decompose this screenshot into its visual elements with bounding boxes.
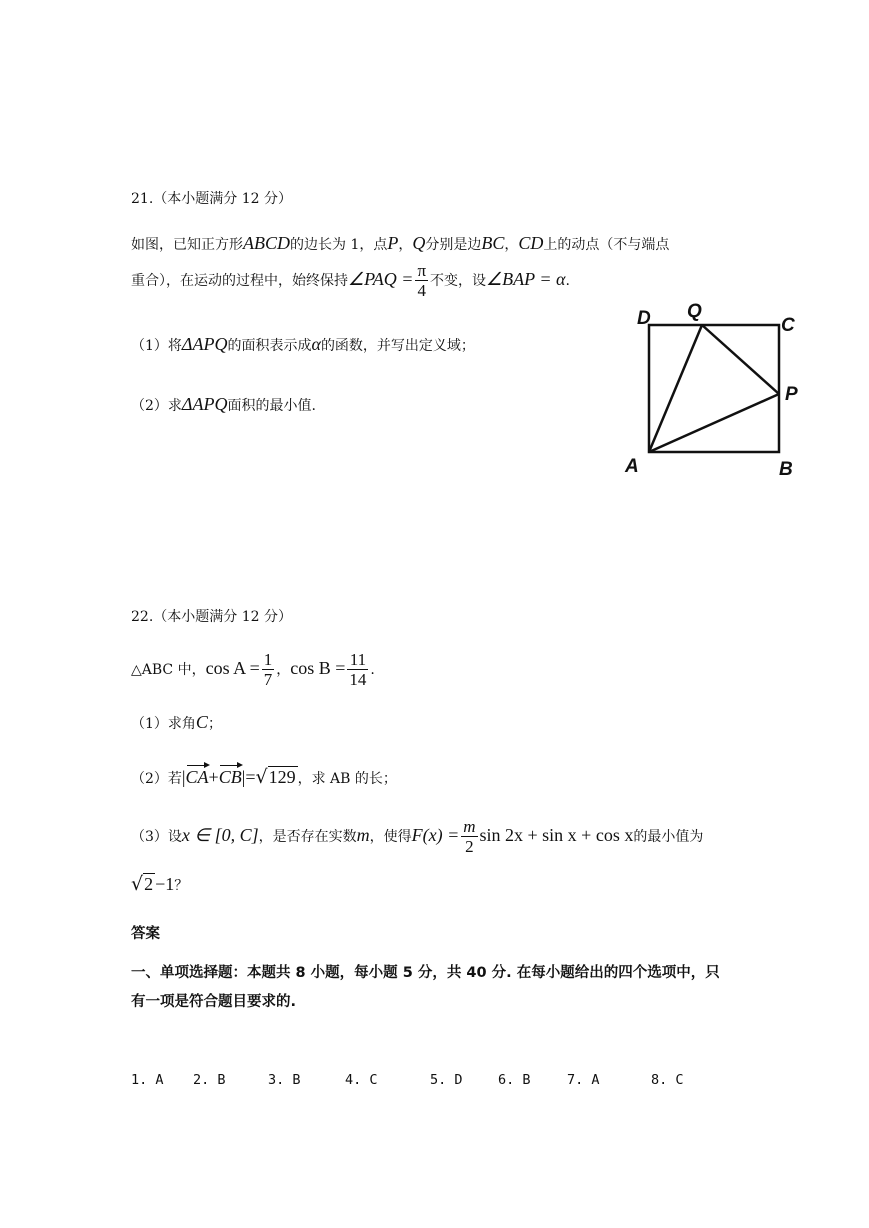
math-alpha: α: [311, 334, 321, 354]
text: .: [370, 662, 375, 679]
q22-part3-cont: [131, 873, 188, 894]
q22-given: [131, 651, 375, 689]
math-angle-bap: ∠BAP = α: [486, 269, 566, 290]
text: 重合），在运动的过程中，始终保持: [131, 273, 348, 290]
fraction-m-2: [461, 818, 477, 856]
answer-4: 4. C: [345, 1072, 378, 1088]
text: 不变，设: [430, 273, 487, 290]
q21-header: 21.（本小题满分 12 分）: [131, 191, 292, 207]
math-m: m: [356, 825, 370, 846]
text: ，: [504, 237, 519, 253]
text: ，求 AB 的长；: [297, 771, 397, 787]
numerator: π: [417, 261, 427, 280]
text: 如图，已知正方形: [131, 237, 243, 253]
square-figure: [615, 298, 815, 483]
sqrt-2: 2: [144, 874, 154, 894]
text: （2）求: [131, 398, 182, 414]
text: 的最小值为: [633, 829, 704, 846]
answer-7: 7. A: [567, 1072, 600, 1088]
denominator: 4: [415, 280, 428, 301]
segment-qp: [702, 325, 779, 394]
text: ？: [174, 878, 189, 894]
text: （1）将: [131, 338, 182, 354]
math-q: Q: [412, 233, 426, 253]
math-fx: F(x) =: [411, 825, 460, 846]
text: 的函数，并写出定义域；: [320, 338, 475, 354]
text: ，是否存在实数: [258, 829, 357, 846]
answer-5: 5. D: [430, 1072, 463, 1088]
math-minus-1: −1: [155, 874, 175, 894]
answers-section-line1: 一、单项选择题：本题共 8 小题，每小题 5 分，共 40 分. 在每小题给出的四个选项中，只: [131, 965, 720, 981]
fraction-1-7: [262, 651, 275, 689]
numerator: 11: [349, 650, 367, 669]
text: ，: [276, 662, 291, 679]
numerator: 1: [263, 650, 273, 669]
math-x-domain: x ∈ [0, C]: [181, 825, 259, 846]
denominator: 7: [263, 669, 273, 689]
vector-ca: CA: [185, 767, 209, 787]
denominator: 14: [349, 669, 367, 689]
sqrt-icon: √: [255, 766, 268, 788]
label-q: Q: [687, 301, 702, 322]
answer-6: 6. B: [498, 1072, 531, 1088]
square-abcd: [649, 325, 779, 452]
abs-bar: |: [181, 767, 186, 787]
q22-part3: [131, 818, 703, 856]
math-bc: BC: [481, 233, 505, 253]
answers-section-line2: 有一项是符合题目要求的.: [131, 994, 297, 1010]
fraction-11-14: [347, 651, 368, 689]
abs-bar-equals: |=: [241, 767, 256, 787]
label-p: P: [785, 384, 798, 405]
text: ，使得: [369, 829, 412, 846]
label-d: D: [637, 308, 651, 329]
text: .: [565, 273, 570, 290]
math-triangle-apq: ΔAPQ: [181, 394, 228, 414]
label-c: C: [781, 315, 795, 336]
text: ；: [207, 716, 222, 732]
vector-cb: CB: [218, 767, 242, 787]
text: （3）设: [131, 829, 182, 846]
text: 的边长为 1，点: [290, 237, 388, 253]
answer-1: 1. A: [131, 1072, 164, 1088]
text: （2）若: [131, 771, 182, 787]
q22-part2: [131, 766, 397, 787]
math-p: P: [387, 233, 399, 253]
q21-line1: [131, 234, 669, 252]
math-cos-b: cos B =: [290, 658, 346, 679]
q22-part1: [131, 713, 222, 731]
text: 面积的最小值.: [227, 398, 316, 414]
plus: +: [208, 767, 219, 787]
math-cd: CD: [518, 233, 544, 253]
answers-title: 答案: [131, 926, 160, 942]
q21-part2: [131, 395, 316, 413]
math-rhs: sin 2x + sin x + cos x: [479, 825, 634, 846]
text: 上的动点（不与端点: [543, 237, 670, 253]
text: △ABC 中，: [131, 662, 206, 679]
q21-line2: [131, 262, 570, 300]
answer-8: 8. C: [651, 1072, 684, 1088]
text: ，: [398, 237, 413, 253]
fraction-pi-over-4: [415, 262, 428, 300]
answer-2: 2. B: [193, 1072, 226, 1088]
denominator: 2: [461, 836, 477, 857]
label-a: A: [625, 456, 639, 477]
math-abcd: ABCD: [243, 233, 290, 253]
math-cos-a: cos A =: [205, 658, 260, 679]
text: （1）求角: [131, 716, 196, 732]
q21-part1: [131, 335, 475, 353]
q22-header: 22.（本小题满分 12 分）: [131, 609, 292, 625]
sqrt-icon: √: [131, 873, 144, 895]
sqrt-129: 129: [268, 767, 296, 787]
math-triangle-apq: ΔAPQ: [181, 334, 228, 354]
math-c: C: [195, 712, 208, 732]
numerator: m: [463, 817, 476, 836]
text: 的面积表示成: [227, 338, 312, 354]
label-b: B: [779, 459, 793, 480]
answer-3: 3. B: [268, 1072, 301, 1088]
text: 分别是边: [425, 237, 482, 253]
math-angle-paq: ∠PAQ =: [348, 269, 414, 290]
